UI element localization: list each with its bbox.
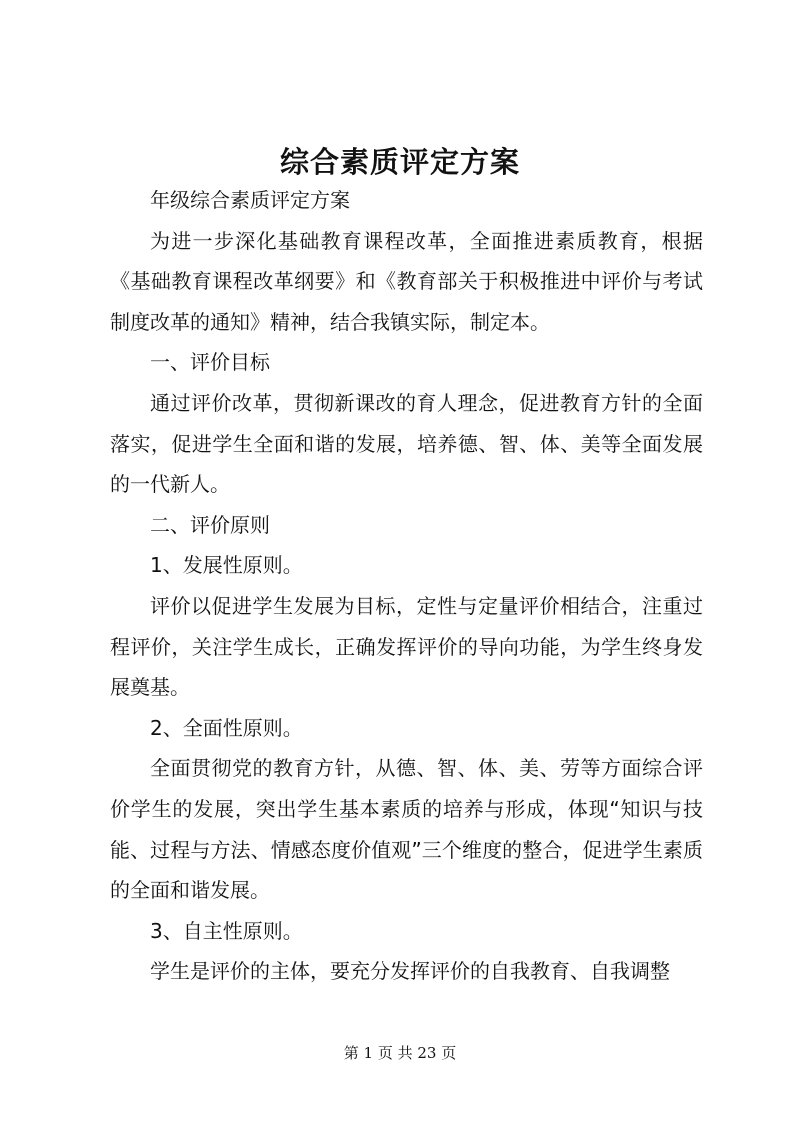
paragraph-comprehensive: 全面贯彻党的教育方针，从德、智、体、美、劳等方面综合评价学生的发展，突出学生基本素质的培养与形成，体现“知识与技能、过程与方法、情感态度价值观”三个维度的整合，促进学生素质的全面和谐发展。	[110, 756, 703, 903]
paragraph-subtitle: 年级综合素质评定方案	[150, 188, 350, 212]
page-footer: 第 1 页 共 23 页	[343, 1044, 457, 1062]
principle-heading-development: 1、发展性原则。	[150, 553, 303, 578]
section-heading-goals: 一、评价目标	[150, 350, 270, 375]
principle-heading-autonomy: 3、自主性原则。	[150, 918, 303, 943]
document-title: 综合素质评定方案	[279, 145, 520, 179]
paragraph-goals: 通过评价改革，贯彻新课改的育人理念，促进教育方针的全面落实，促进学生全面和谐的发展，培养德、智、体、美等全面发展的一代新人。	[110, 390, 703, 497]
section-heading-principles: 二、评价原则	[150, 512, 270, 537]
document-body	[110, 180, 703, 992]
paragraph-autonomy: 学生是评价的主体，要充分发挥评价的自我教育、自我调整	[150, 959, 670, 984]
paragraph-development: 评价以促进学生发展为目标，定性与定量评价相结合，注重过程评价，关注学生成长，正确发挥评价的导向功能，为学生终身发展奠基。	[110, 593, 703, 700]
paragraph-intro: 为进一步深化基础教育课程改革，全面推进素质教育，根据《基础教育课程改革纲要》和《教育部关于积极推进中评价与考试制度改革的通知》精神，结合我镇实际，制定本。	[110, 228, 703, 334]
principle-heading-comprehensive: 2、全面性原则。	[150, 715, 303, 740]
